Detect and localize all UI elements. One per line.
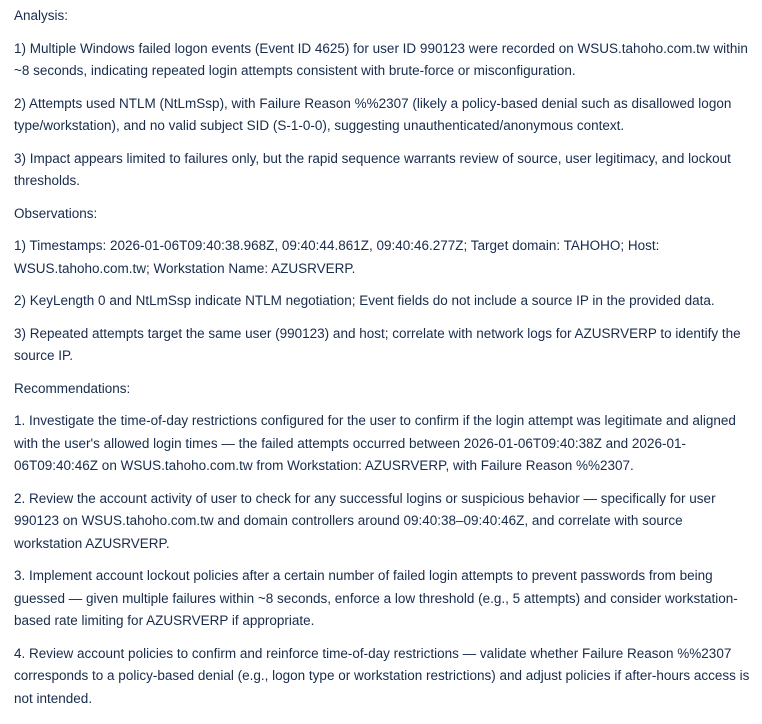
observations-heading: Observations: [14, 205, 98, 221]
analysis-heading: Analysis: [14, 8, 69, 23]
recommendation-item-2: 2. Review the account activity of user to check for any successful logins or suspicious behavior — specifically for user 990123 on WSUS.tahoho.com.tw and domain controllers around 09:40:38–09:40:46Z, and correlate with source workstation AZUSRVERP. [14, 490, 716, 551]
analysis-item-1: 1) Multiple Windows failed logon events (Event ID 4625) for user ID 990123 were recorded on WSUS.tahoho.com.tw within ~8 seconds, indicating repeated login attempts consistent with brute-force or misconfiguration. [14, 40, 748, 78]
observation-item-2: 2) KeyLength 0 and NtLmSsp indicate NTLM negotiation; Event fields do not include a source IP in the provided data. [14, 293, 715, 308]
recommendations-heading: Recommendations: [14, 380, 131, 396]
observation-item-3: 3) Repeated attempts target the same user (990123) and host; correlate with network logs for AZUSRVERP to identify the source IP. [14, 325, 741, 363]
analysis-item-2: 2) Attempts used NTLM (NtLmSsp), with Failure Reason %%2307 (likely a policy-based denial such as disallowed logon type/workstation), and no valid subject SID (S-1-0-0), suggesting unauthenticated/anonymous context. [14, 95, 732, 133]
recommendation-item-3: 3. Implement account lockout policies after a certain number of failed login attempts to prevent passwords from being guessed — given multiple failures within ~8 seconds, enforce a low threshold (e.g., 5 attempts) and consider workstation-based rate limiting for AZUSRVERP if appropriate. [14, 568, 738, 628]
observation-item-1: 1) Timestamps: 2026-01-06T09:40:38.968Z, 09:40:44.861Z, 09:40:46.277Z; Target domain: TAHOHO; Host: WSUS.tahoho.com.tw; Workstation Name: AZUSRVERP. [14, 238, 660, 276]
recommendation-item-4: 4. Review account policies to confirm and reinforce time-of-day restrictions — validate whether Failure Reason %%2307 corresponds to a policy-based denial (e.g., logon type or workstation restrictions) and adjust policies if after-hours access is not intended. [14, 645, 750, 706]
analysis-item-3: 3) Impact appears limited to failures only, but the rapid sequence warrants review of source, user legitimacy, and lockout thresholds. [14, 150, 731, 188]
recommendation-item-1: 1. Investigate the time-of-day restrictions configured for the user to confirm if the login attempt was legitimate and aligned with the user's allowed login times — the failed attempts occurred between 2026-01-06T09:40:38Z and 2026-01-06T09:40:46Z on WSUS.tahoho.com.tw from Workstation: AZUSRVERP, with Failure Reason %%2307. [14, 413, 736, 473]
